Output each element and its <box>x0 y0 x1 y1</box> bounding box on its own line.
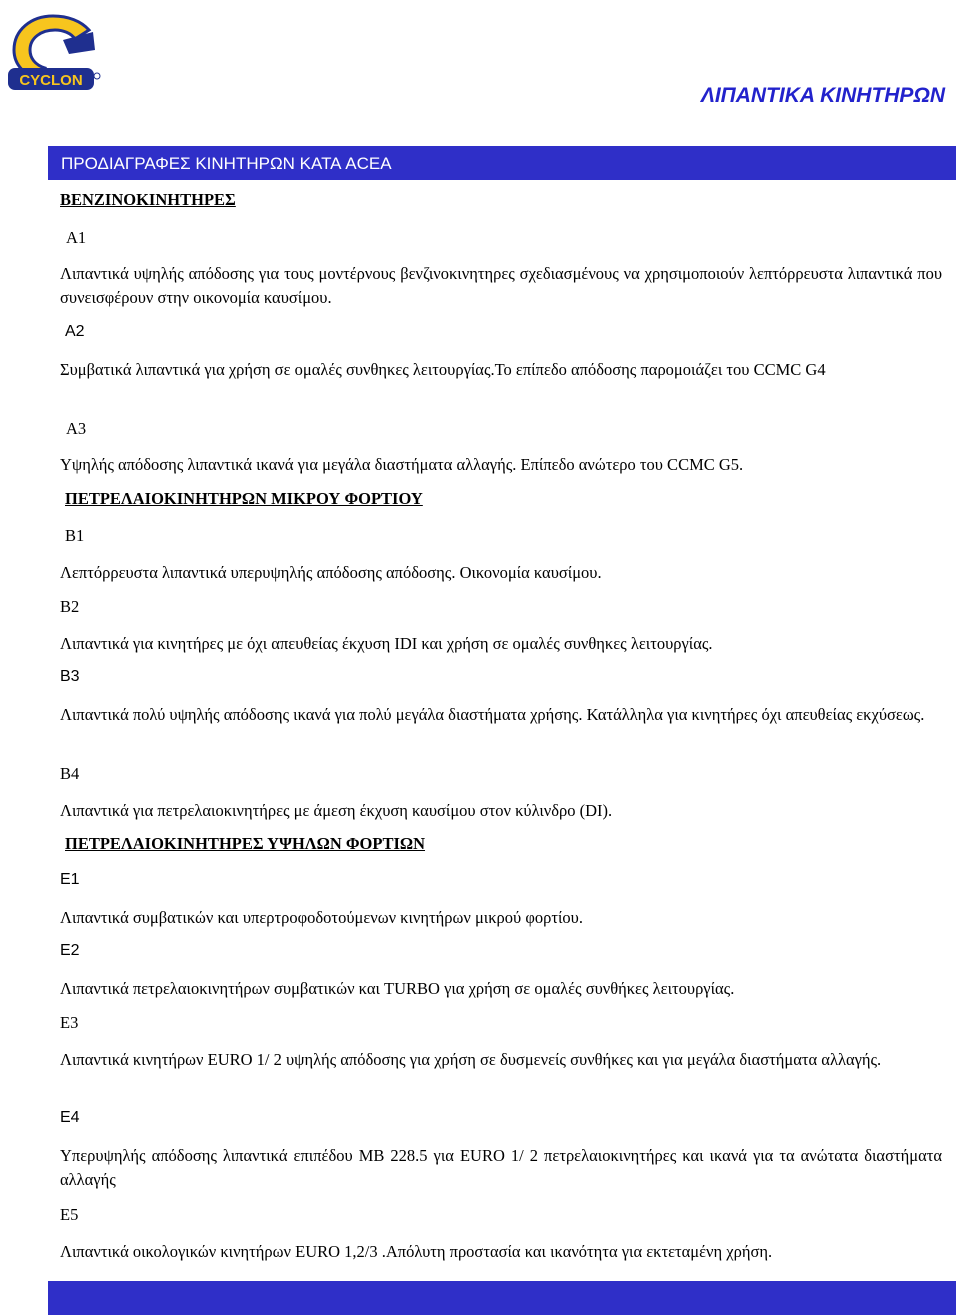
code-a2: A2 <box>65 323 85 340</box>
desc-e3: Λιπαντικά κινητήρων EURO 1/ 2 υψηλής απόδοσης για χρήση σε δυσμενείς συνθήκες και για μεγάλα διαστήματα αλλαγής. <box>60 1050 882 1069</box>
desc-e5: Λιπαντικά οικολογικών κινητήρων EURO 1,2/3 .Απόλυτη προστασία και ικανότητα για εκτεταμένη χρήση. <box>60 1242 773 1261</box>
code-e5: E5 <box>60 1205 79 1224</box>
heading-petrol: ΒΕΝΖΙΝΟΚΙΝΗΤΗΡΕΣ <box>60 190 236 209</box>
desc-a3: Υψηλής απόδοσης λιπαντικά ικανά για μεγάλα διαστήματα αλλαγής. Επίπεδο ανώτερο του CCMC G5. <box>60 455 744 474</box>
page-title: ΛΙΠΑΝΤΙΚΑ ΚΙΝΗΤΗΡΩΝ <box>700 84 945 107</box>
desc-a1: Λιπαντικά υψηλής απόδοσης για τους μοντέρνους βενζινοκινητηρες σχεδιασμένους να χρησιμοποιούν λεπτόρρευστα λιπαντικά που συνεισφέρουν στην οικονομία καυσίμου. <box>60 264 942 307</box>
desc-e4: Υπερυψηλής απόδοσης λιπαντικά επιπέδου MB 228.5 για EURO 1/ 2 πετρελαιοκινητήρες και ικανά για τα ανώτατα διαστήματα αλλαγής <box>60 1146 942 1189</box>
code-b3: B3 <box>60 668 80 685</box>
code-e4: E4 <box>60 1109 80 1126</box>
desc-e1: Λιπαντικά συμβατικών και υπερτροφοδοτούμενων κινητήρων μικρού φορτίου. <box>60 908 583 927</box>
desc-a2: Συμβατικά λιπαντικά για χρήση σε ομαλές συνθηκες λειτουργίας.Το επίπεδο απόδοσης παρομοιάζει του CCMC G4 <box>60 360 826 379</box>
code-a3: A3 <box>66 419 87 438</box>
desc-e2: Λιπαντικά πετρελαιοκινητήρων συμβατικών και TURBO για χρήση σε ομαλές συνθήκες λειτουργίας. <box>60 979 735 998</box>
cyclon-logo <box>5 10 101 94</box>
code-b2: B2 <box>60 597 80 616</box>
cyclon-logo-graphic <box>5 10 101 94</box>
section-banner <box>48 146 956 180</box>
desc-b1: Λεπτόρρευστα λιπαντικά υπερυψηλής απόδοσης απόδοσης. Οικονομία καυσίμου. <box>60 563 602 582</box>
section-banner-text: ΠΡΟΔΙΑΓΡΑΦΕΣ ΚΙΝΗΤΗΡΩΝ ΚΑΤΑ ACEA <box>61 154 392 173</box>
code-e2: E2 <box>60 942 80 959</box>
heading-light-diesel: ΠΕΤΡΕΛΑΙΟΚΙΝΗΤΗΡΩΝ ΜΙΚΡΟΥ ΦΟΡΤΙΟΥ <box>65 489 423 508</box>
code-b1: B1 <box>65 526 85 545</box>
logo-text: CYCLON <box>19 72 83 89</box>
code-e3: E3 <box>60 1013 79 1032</box>
code-a1: A1 <box>66 228 87 247</box>
desc-b2: Λιπαντικά για κινητήρες με όχι απευθείας έκχυση IDI και χρήση σε ομαλές συνθηκες λειτουργίας. <box>60 634 713 653</box>
code-e1: E1 <box>60 871 80 888</box>
heading-heavy-diesel: ΠΕΤΡΕΛΑΙΟΚΙΝΗΤΗΡΕΣ ΥΨΗΛΩΝ ΦΟΡΤΙΩΝ <box>65 834 426 853</box>
code-b4: B4 <box>60 764 80 783</box>
desc-b3: Λιπαντικά πολύ υψηλής απόδοσης ικανά για πολύ μεγάλα διαστήματα χρήσης. Κατάλληλα για κινητήρες όχι απευθείας εκχύσεως. <box>60 705 925 724</box>
desc-b4: Λιπαντικά για πετρελαιοκινητήρες με άμεση έκχυση καυσίμου στον κύλινδρο (DI). <box>60 801 613 820</box>
footer-bar <box>48 1281 956 1315</box>
